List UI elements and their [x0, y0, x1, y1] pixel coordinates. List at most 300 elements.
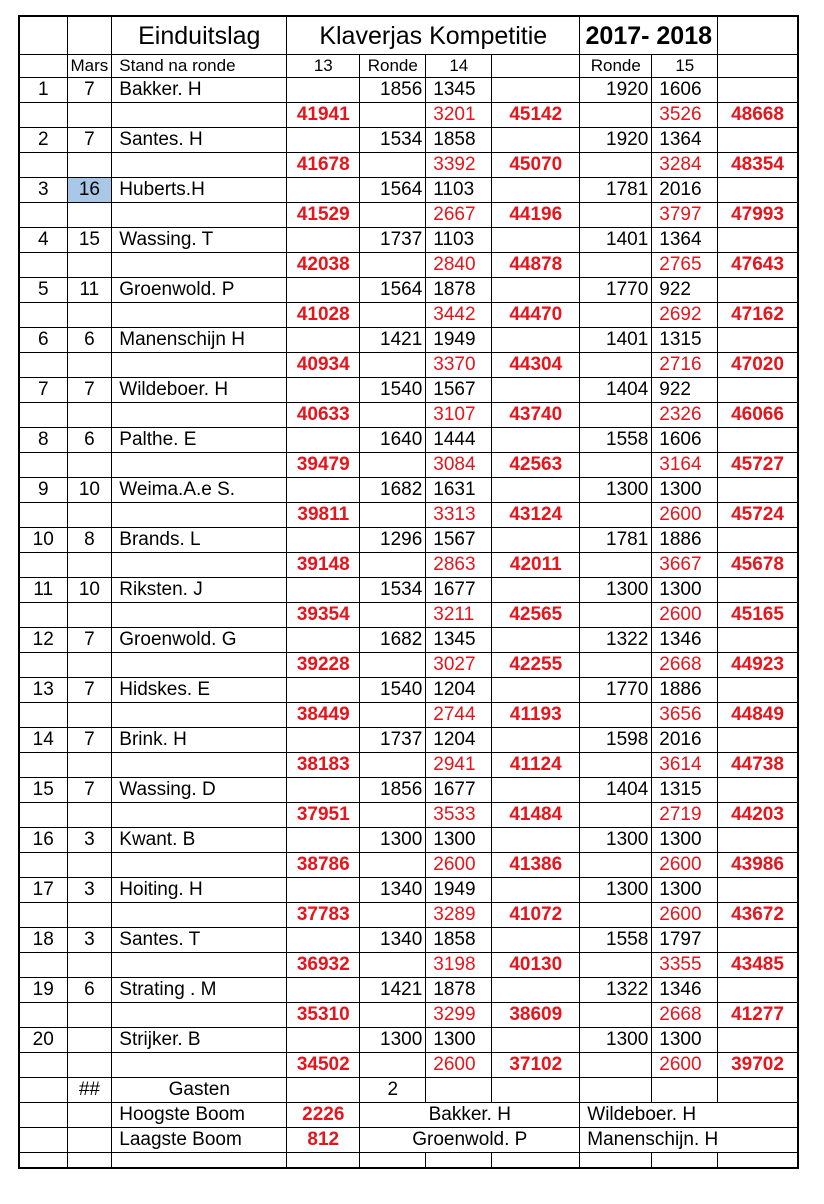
player-totals-row [19, 653, 798, 678]
round-15-score-b: 1886 [652, 678, 718, 703]
total-after-15: 44738 [718, 753, 798, 778]
round-14-sum: 3533 [426, 803, 492, 828]
player-name: Hidskes. E [112, 678, 287, 703]
mars-cell: 3 [67, 928, 112, 953]
total-after-13: 40633 [287, 403, 360, 428]
total-after-13: 42038 [287, 253, 360, 278]
mars-cell: 11 [67, 278, 112, 303]
round-15-sum: 2765 [652, 253, 718, 278]
round-15-sum: 2600 [652, 603, 718, 628]
round-13-score: 1300 [360, 1028, 426, 1053]
player-name: Bakker. H [112, 78, 287, 103]
rank-cell: 18 [19, 928, 67, 953]
round-14-score: 1300 [426, 1028, 492, 1053]
round-15-score-b: 1300 [652, 478, 718, 503]
total-after-14: 42011 [492, 553, 580, 578]
mars-cell: 7 [67, 678, 112, 703]
round-13-score: 1856 [360, 78, 426, 103]
round-14-sum: 2600 [426, 853, 492, 878]
round-15-score-b: 1300 [652, 578, 718, 603]
player-name: Strijker. B [112, 1028, 287, 1053]
title-left: Einduitslag [112, 16, 287, 55]
round-14-score: 1949 [426, 878, 492, 903]
highest-tree-player-b: Wildeboer. H [580, 1103, 798, 1128]
round-15-sum: 2668 [652, 653, 718, 678]
total-after-15: 44849 [718, 703, 798, 728]
round-13-score: 1540 [360, 678, 426, 703]
hash-cell: ## [67, 1078, 112, 1103]
round-13-score: 1534 [360, 578, 426, 603]
player-row [19, 728, 798, 753]
round-15-score-a: 1781 [580, 528, 652, 553]
round-14-sum: 3201 [426, 103, 492, 128]
player-row [19, 578, 798, 603]
round-13-score: 1296 [360, 528, 426, 553]
total-after-15: 45678 [718, 553, 798, 578]
mars-cell: 7 [67, 778, 112, 803]
total-after-15: 44923 [718, 653, 798, 678]
round-15-score-b: 1886 [652, 528, 718, 553]
rank-cell: 1 [19, 78, 67, 103]
season-label: 2017- 2018 [580, 16, 718, 55]
total-after-15: 45724 [718, 503, 798, 528]
round-15-score-a: 1401 [580, 228, 652, 253]
round-14-sum: 2863 [426, 553, 492, 578]
highest-tree-label: Hoogste Boom [112, 1103, 287, 1128]
round-14-score: 1204 [426, 728, 492, 753]
total-after-13: 41941 [287, 103, 360, 128]
player-totals-row [19, 853, 798, 878]
mars-cell: 7 [67, 728, 112, 753]
mars-cell: 7 [67, 128, 112, 153]
total-after-14: 45142 [492, 103, 580, 128]
player-totals-row [19, 603, 798, 628]
mars-cell: 16 [67, 178, 112, 203]
player-row [19, 128, 798, 153]
total-after-15: 43485 [718, 953, 798, 978]
total-after-15: 47162 [718, 303, 798, 328]
round-15-score-a: 1322 [580, 978, 652, 1003]
total-after-15: 41277 [718, 1003, 798, 1028]
round-15-score-a: 1322 [580, 628, 652, 653]
round-14-sum: 3084 [426, 453, 492, 478]
round-14-score: 1103 [426, 178, 492, 203]
player-row [19, 1028, 798, 1053]
round-15-sum: 3355 [652, 953, 718, 978]
rank-cell: 20 [19, 1028, 67, 1053]
round-15-score-a: 1401 [580, 328, 652, 353]
highest-tree-row [19, 1103, 798, 1128]
lowest-tree-player-a: Groenwold. P [360, 1128, 580, 1153]
rank-cell: 16 [19, 828, 67, 853]
round-15-sum: 2692 [652, 303, 718, 328]
total-after-14: 42565 [492, 603, 580, 628]
total-after-13: 39479 [287, 453, 360, 478]
round-14-score: 1204 [426, 678, 492, 703]
round-15-sum: 2600 [652, 903, 718, 928]
round-15-sum: 3656 [652, 703, 718, 728]
total-after-15: 43986 [718, 853, 798, 878]
round-14-score: 1300 [426, 828, 492, 853]
total-after-14: 42255 [492, 653, 580, 678]
round-14-sum: 3442 [426, 303, 492, 328]
total-after-13: 34502 [287, 1053, 360, 1078]
lowest-tree-row [19, 1128, 798, 1153]
round-15-score-b: 922 [652, 378, 718, 403]
total-after-14: 41124 [492, 753, 580, 778]
player-totals-row [19, 303, 798, 328]
player-totals-row [19, 953, 798, 978]
player-name: Wassing. T [112, 228, 287, 253]
round-13-score: 1340 [360, 928, 426, 953]
mars-cell: 15 [67, 228, 112, 253]
round-15-score-b: 1300 [652, 1028, 718, 1053]
total-after-15: 44203 [718, 803, 798, 828]
player-row [19, 378, 798, 403]
total-after-13: 38786 [287, 853, 360, 878]
player-totals-row [19, 903, 798, 928]
round-13-score: 1300 [360, 828, 426, 853]
round-15-sum: 3614 [652, 753, 718, 778]
mars-cell: 6 [67, 328, 112, 353]
total-after-13: 41028 [287, 303, 360, 328]
round-14-score: 1677 [426, 778, 492, 803]
player-row [19, 978, 798, 1003]
round-14-sum: 3027 [426, 653, 492, 678]
round-15-score-a: 1300 [580, 878, 652, 903]
mars-cell [67, 1028, 112, 1053]
round-14-score: 1345 [426, 628, 492, 653]
round-13-score: 1564 [360, 278, 426, 303]
results-sheet [18, 15, 799, 1169]
player-name: Strating . M [112, 978, 287, 1003]
round-15-score-a: 1404 [580, 378, 652, 403]
round-15-score-a: 1404 [580, 778, 652, 803]
player-totals-row [19, 503, 798, 528]
total-after-14: 37102 [492, 1053, 580, 1078]
player-totals-row [19, 1053, 798, 1078]
total-after-14: 42563 [492, 453, 580, 478]
mars-cell: 6 [67, 978, 112, 1003]
player-row [19, 628, 798, 653]
total-after-14: 44304 [492, 353, 580, 378]
total-after-15: 45165 [718, 603, 798, 628]
player-name: Wassing. D [112, 778, 287, 803]
round-15-score-a: 1770 [580, 278, 652, 303]
rank-cell: 19 [19, 978, 67, 1003]
total-after-13: 39228 [287, 653, 360, 678]
total-after-15: 47020 [718, 353, 798, 378]
col-15: 15 [652, 55, 718, 78]
round-14-sum: 2941 [426, 753, 492, 778]
round-14-sum: 3392 [426, 153, 492, 178]
player-row [19, 878, 798, 903]
mars-cell: 10 [67, 478, 112, 503]
player-totals-row [19, 153, 798, 178]
round-13-score: 1737 [360, 728, 426, 753]
round-14-sum: 2744 [426, 703, 492, 728]
total-after-15: 39702 [718, 1053, 798, 1078]
title-mid: Klaverjas Kompetitie [287, 16, 580, 55]
round-13-score: 1682 [360, 628, 426, 653]
total-after-13: 38183 [287, 753, 360, 778]
round-15-score-a: 1781 [580, 178, 652, 203]
round-15-score-a: 1300 [580, 828, 652, 853]
total-after-14: 43124 [492, 503, 580, 528]
round-14-score: 1878 [426, 278, 492, 303]
mars-cell: 3 [67, 878, 112, 903]
player-totals-row [19, 353, 798, 378]
round-15-score-a: 1300 [580, 578, 652, 603]
mars-cell: 7 [67, 378, 112, 403]
col-14: 14 [426, 55, 492, 78]
rank-cell: 12 [19, 628, 67, 653]
round-15-score-b: 2016 [652, 728, 718, 753]
round-13-score: 1737 [360, 228, 426, 253]
mars-cell: 3 [67, 828, 112, 853]
highest-tree-value: 2226 [287, 1103, 360, 1128]
player-name: Huberts.H [112, 178, 287, 203]
player-totals-row [19, 1003, 798, 1028]
round-14-sum: 3370 [426, 353, 492, 378]
round-15-score-a: 1920 [580, 78, 652, 103]
rank-cell: 8 [19, 428, 67, 453]
total-after-14: 45070 [492, 153, 580, 178]
round-15-sum: 2719 [652, 803, 718, 828]
round-14-sum: 2600 [426, 1053, 492, 1078]
round-13-score: 1564 [360, 178, 426, 203]
player-row [19, 828, 798, 853]
round-14-sum: 3289 [426, 903, 492, 928]
col-stand: Stand na ronde [112, 55, 287, 78]
player-row [19, 428, 798, 453]
round-14-score: 1631 [426, 478, 492, 503]
total-after-15: 48354 [718, 153, 798, 178]
player-totals-row [19, 103, 798, 128]
round-14-sum: 3198 [426, 953, 492, 978]
round-15-sum: 2326 [652, 403, 718, 428]
round-15-score-b: 1300 [652, 878, 718, 903]
total-after-15: 45727 [718, 453, 798, 478]
round-15-score-a: 1300 [580, 478, 652, 503]
rank-cell: 7 [19, 378, 67, 403]
round-15-sum: 3797 [652, 203, 718, 228]
player-totals-row [19, 453, 798, 478]
mars-cell: 7 [67, 78, 112, 103]
total-after-14: 41484 [492, 803, 580, 828]
total-after-15: 48668 [718, 103, 798, 128]
rank-cell: 17 [19, 878, 67, 903]
footer-rows [19, 1078, 798, 1169]
round-14-score: 1567 [426, 528, 492, 553]
round-14-sum: 2667 [426, 203, 492, 228]
round-13-score: 1682 [360, 478, 426, 503]
player-name: Santes. H [112, 128, 287, 153]
round-15-score-a: 1300 [580, 1028, 652, 1053]
player-totals-row [19, 753, 798, 778]
total-after-15: 43672 [718, 903, 798, 928]
round-13-score: 1540 [360, 378, 426, 403]
total-after-15: 47993 [718, 203, 798, 228]
round-15-score-b: 1300 [652, 828, 718, 853]
player-totals-row [19, 253, 798, 278]
total-after-14: 44470 [492, 303, 580, 328]
round-15-score-a: 1558 [580, 428, 652, 453]
column-header-row [19, 55, 798, 78]
round-14-score: 1949 [426, 328, 492, 353]
highest-tree-player-a: Bakker. H [360, 1103, 580, 1128]
guests-value: 2 [360, 1078, 426, 1103]
player-row [19, 328, 798, 353]
rank-cell: 5 [19, 278, 67, 303]
total-after-13: 37951 [287, 803, 360, 828]
round-15-score-a: 1558 [580, 928, 652, 953]
round-15-sum: 3526 [652, 103, 718, 128]
round-13-score: 1421 [360, 978, 426, 1003]
round-15-sum: 2600 [652, 853, 718, 878]
col-mars: Mars [67, 55, 112, 78]
player-row [19, 278, 798, 303]
col-ronde-b: Ronde [580, 55, 652, 78]
total-after-13: 40934 [287, 353, 360, 378]
total-after-13: 35310 [287, 1003, 360, 1028]
round-15-score-b: 1346 [652, 628, 718, 653]
round-14-score: 1444 [426, 428, 492, 453]
player-name: Brink. H [112, 728, 287, 753]
round-15-sum: 2668 [652, 1003, 718, 1028]
player-name: Brands. L [112, 528, 287, 553]
rank-cell: 4 [19, 228, 67, 253]
lowest-tree-player-b: Manenschijn. H [580, 1128, 798, 1153]
player-name: Manenschijn H [112, 328, 287, 353]
lowest-tree-value: 812 [287, 1128, 360, 1153]
rank-cell: 6 [19, 328, 67, 353]
total-after-15: 46066 [718, 403, 798, 428]
total-after-14: 43740 [492, 403, 580, 428]
total-after-13: 36932 [287, 953, 360, 978]
total-after-13: 38449 [287, 703, 360, 728]
round-15-sum: 3284 [652, 153, 718, 178]
total-after-14: 40130 [492, 953, 580, 978]
rank-cell: 13 [19, 678, 67, 703]
player-name: Weima.A.e S. [112, 478, 287, 503]
round-14-score: 1878 [426, 978, 492, 1003]
rank-cell: 15 [19, 778, 67, 803]
total-after-13: 37783 [287, 903, 360, 928]
round-15-sum: 3164 [652, 453, 718, 478]
total-after-14: 38609 [492, 1003, 580, 1028]
round-14-sum: 3211 [426, 603, 492, 628]
round-13-score: 1856 [360, 778, 426, 803]
round-14-score: 1858 [426, 928, 492, 953]
round-13-score: 1640 [360, 428, 426, 453]
round-15-sum: 2600 [652, 503, 718, 528]
total-after-13: 41529 [287, 203, 360, 228]
round-14-sum: 2840 [426, 253, 492, 278]
round-14-score: 1858 [426, 128, 492, 153]
rank-cell: 14 [19, 728, 67, 753]
round-15-sum: 3667 [652, 553, 718, 578]
player-row [19, 678, 798, 703]
player-row [19, 928, 798, 953]
player-row [19, 78, 798, 103]
round-15-sum: 2600 [652, 1053, 718, 1078]
total-after-14: 41386 [492, 853, 580, 878]
round-15-score-a: 1598 [580, 728, 652, 753]
round-13-score: 1534 [360, 128, 426, 153]
round-15-score-a: 1770 [580, 678, 652, 703]
rank-cell: 10 [19, 528, 67, 553]
round-15-score-b: 1364 [652, 128, 718, 153]
round-15-score-b: 1606 [652, 78, 718, 103]
total-after-13: 39148 [287, 553, 360, 578]
rank-cell: 9 [19, 478, 67, 503]
player-name: Hoiting. H [112, 878, 287, 903]
round-15-score-b: 1364 [652, 228, 718, 253]
player-totals-row [19, 553, 798, 578]
total-after-13: 39354 [287, 603, 360, 628]
round-15-score-b: 1315 [652, 328, 718, 353]
round-15-sum: 2716 [652, 353, 718, 378]
total-after-14: 41193 [492, 703, 580, 728]
player-totals-row [19, 403, 798, 428]
mars-cell: 10 [67, 578, 112, 603]
player-totals-row [19, 803, 798, 828]
player-row [19, 228, 798, 253]
mars-cell: 7 [67, 628, 112, 653]
rank-cell: 2 [19, 128, 67, 153]
round-15-score-b: 922 [652, 278, 718, 303]
player-totals-row [19, 203, 798, 228]
results-table [18, 15, 799, 1169]
player-name: Palthe. E [112, 428, 287, 453]
rank-cell: 11 [19, 578, 67, 603]
round-15-score-b: 2016 [652, 178, 718, 203]
player-name: Kwant. B [112, 828, 287, 853]
lowest-tree-label: Laagste Boom [112, 1128, 287, 1153]
total-after-13: 39811 [287, 503, 360, 528]
empty-row [19, 1153, 798, 1169]
total-after-14: 41072 [492, 903, 580, 928]
round-14-score: 1345 [426, 78, 492, 103]
player-name: Santes. T [112, 928, 287, 953]
guests-label: Gasten [112, 1078, 287, 1103]
total-after-14: 44196 [492, 203, 580, 228]
round-14-sum: 3107 [426, 403, 492, 428]
col-ronde-a: Ronde [360, 55, 426, 78]
round-14-score: 1103 [426, 228, 492, 253]
title-row [19, 16, 798, 55]
round-14-sum: 3313 [426, 503, 492, 528]
round-14-score: 1677 [426, 578, 492, 603]
round-15-score-b: 1346 [652, 978, 718, 1003]
total-after-13: 41678 [287, 153, 360, 178]
round-14-sum: 3299 [426, 1003, 492, 1028]
round-13-score: 1340 [360, 878, 426, 903]
round-15-score-b: 1606 [652, 428, 718, 453]
guests-row [19, 1078, 798, 1103]
player-name: Wildeboer. H [112, 378, 287, 403]
player-name: Groenwold. G [112, 628, 287, 653]
player-row [19, 178, 798, 203]
round-15-score-a: 1920 [580, 128, 652, 153]
round-14-score: 1567 [426, 378, 492, 403]
player-rows [19, 78, 798, 1078]
player-row [19, 528, 798, 553]
player-name: Riksten. J [112, 578, 287, 603]
player-name: Groenwold. P [112, 278, 287, 303]
player-row [19, 778, 798, 803]
